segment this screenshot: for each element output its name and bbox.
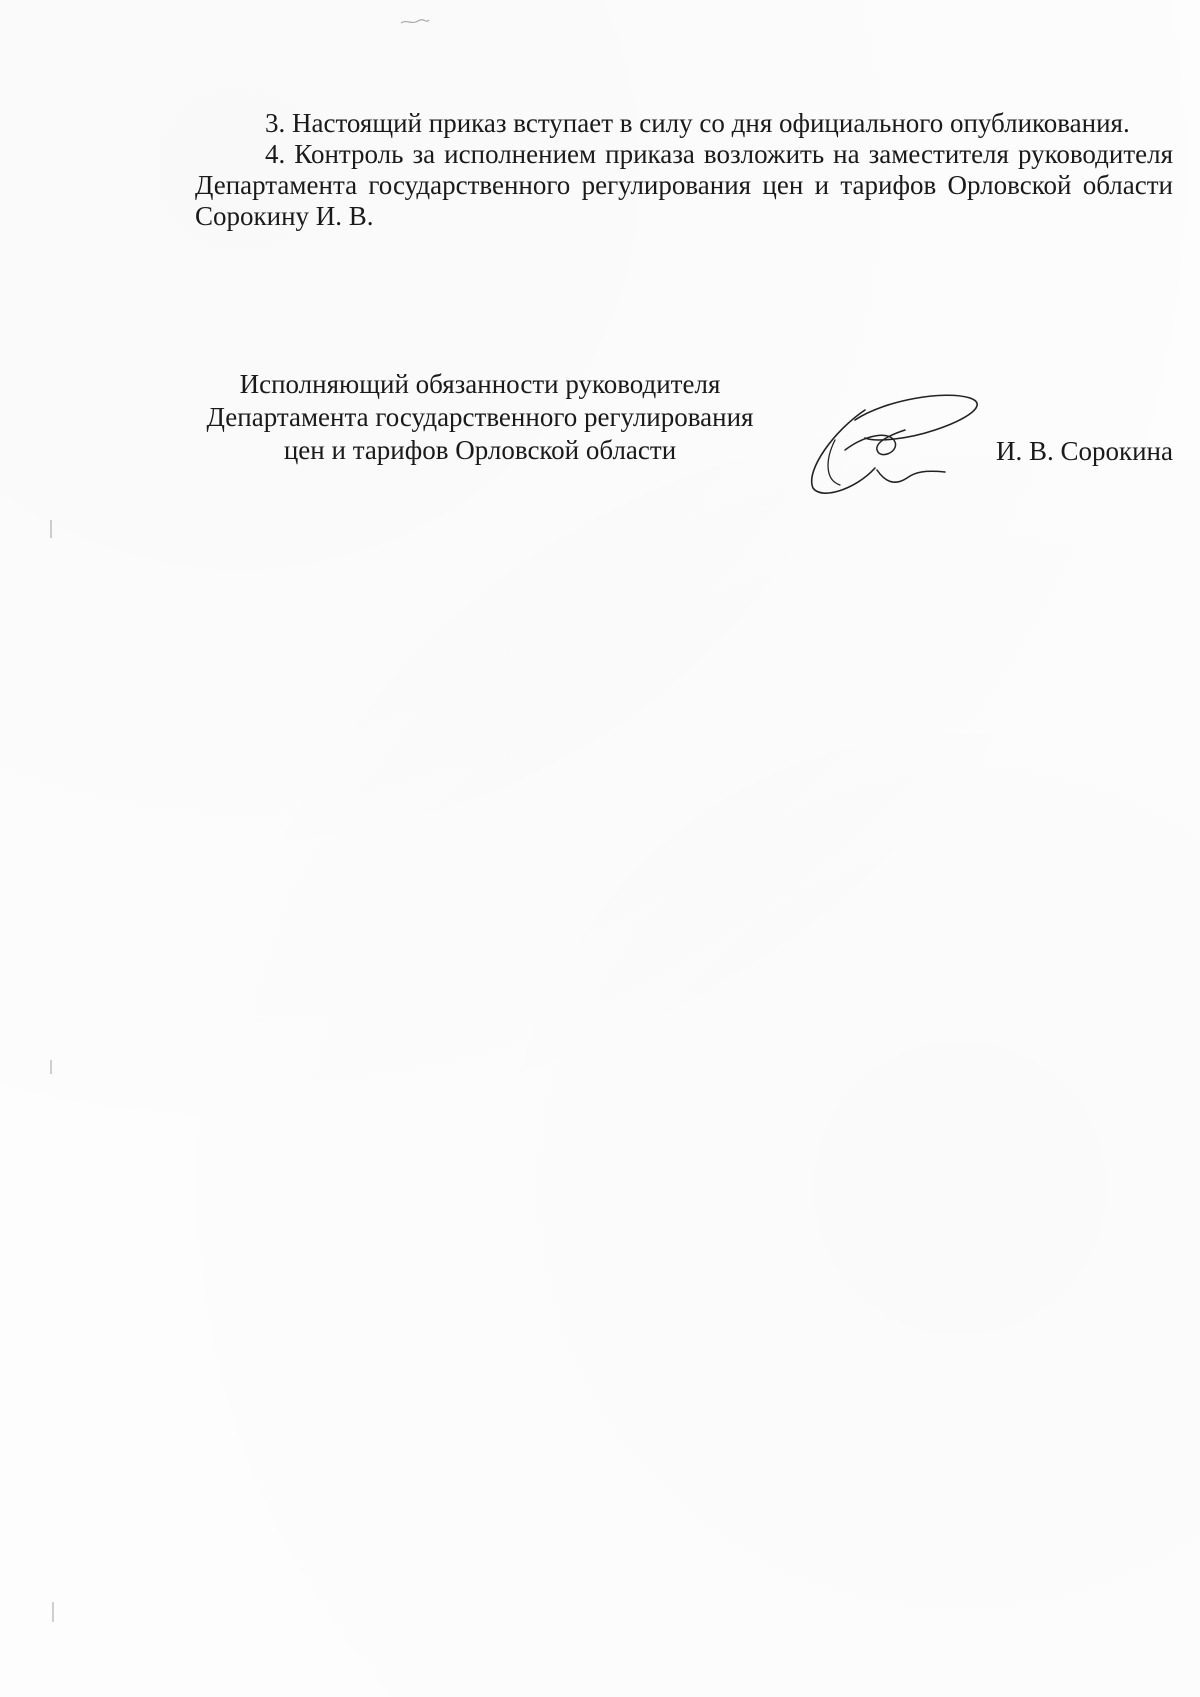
paragraph-3 [195,108,1173,139]
order-body [195,108,1173,232]
paragraph-text: Контроль за исполнением приказа возложить на заместителя руководителя Департамента государственного регулирования цен и тарифов Орловской области Сорокину И. В. [195,139,1174,231]
scan-artifact-mark [400,18,430,26]
paragraph-4 [195,139,1173,232]
position-line: цен и тарифов Орловской области [283,435,677,465]
position-line: Департамента государственного регулирования [206,402,754,432]
scan-edge-mark [50,520,52,538]
scan-edge-mark [50,1060,52,1074]
signatory-position [180,368,780,467]
scan-edge-mark [52,1602,54,1622]
paragraph-number: 3. [265,108,286,138]
paragraph-number: 4. [265,139,286,169]
signer-name: И. В. Сорокина [995,436,1173,466]
paragraph-text: Настоящий приказ вступает в силу со дня официального опубликования. [292,108,1130,138]
position-line: Исполняющий обязанности руководителя [239,369,721,399]
